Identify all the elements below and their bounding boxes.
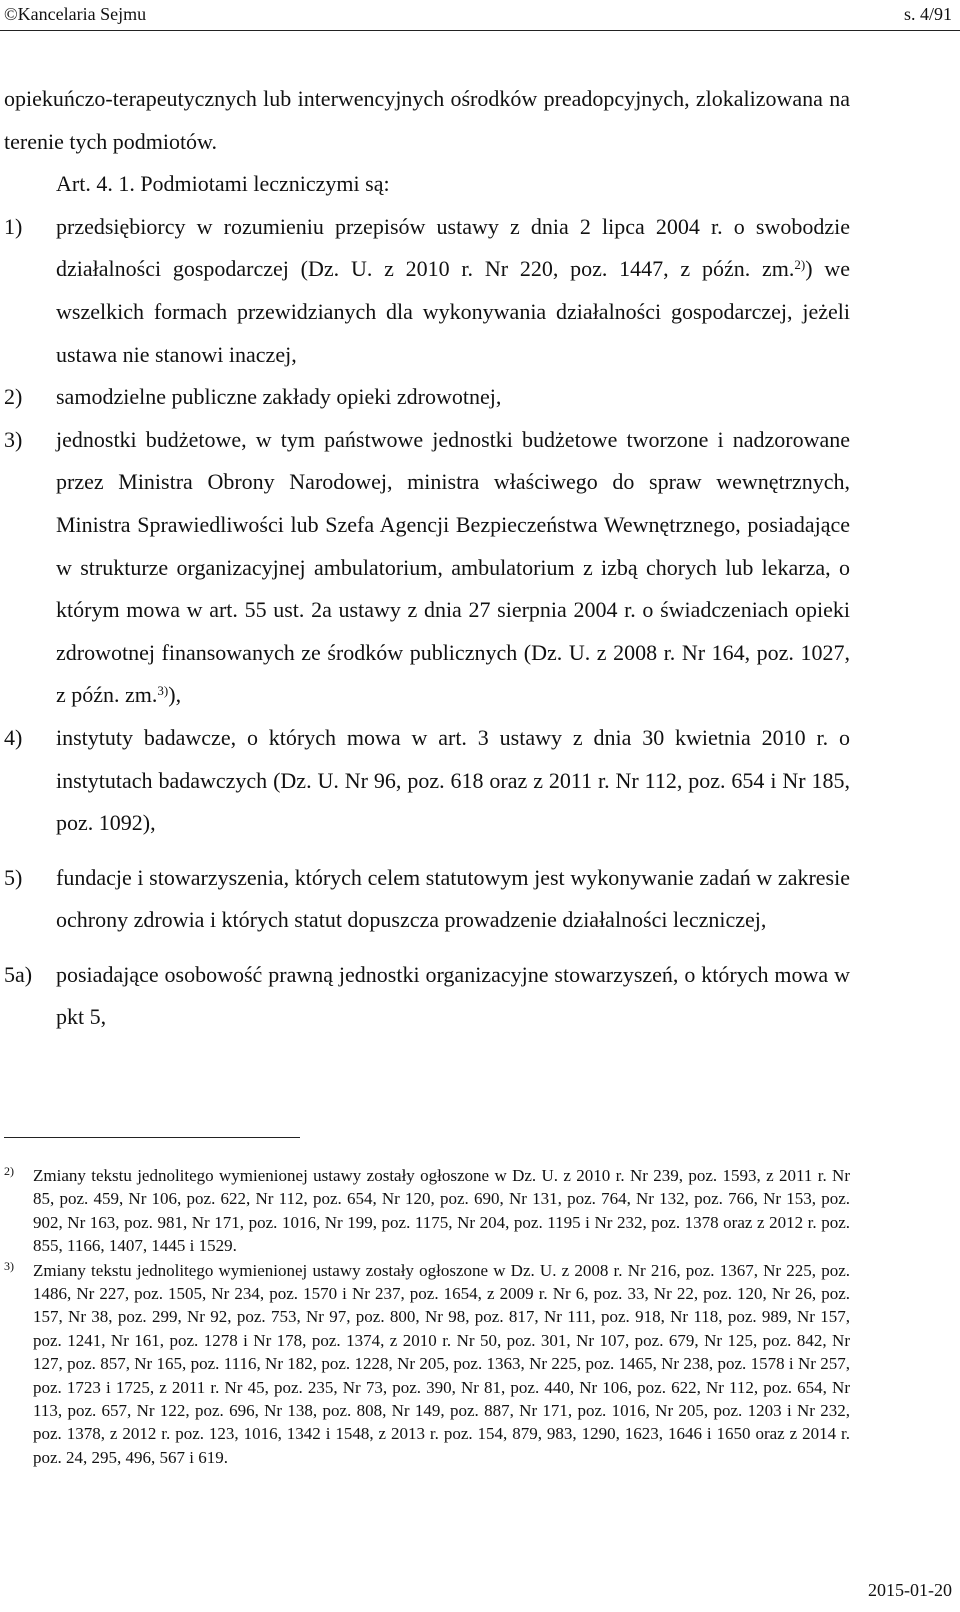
list-item-text: samodzielne publiczne zakłady opieki zdrowotnej,: [56, 384, 502, 410]
list-item-text: przedsiębiorcy w rozumieniu przepisów ustawy z dnia 2 lipca 2004 r. o swobodzie działalności gospodarczej (Dz. U. z 2010 r. Nr 220, poz. 1447, z późn. zm.: [56, 213, 850, 282]
list-item-text: posiadające osobowość prawną jednostki organizacyjne stowarzyszeń, o których mowa w pkt 5,: [56, 961, 850, 1030]
list-item-text: fundacje i stowarzyszenia, których celem statutowym jest wykonywanie zadań w zakresie ochrony zdrowia i których statut dopuszcza prowadzenie działalności leczniczej,: [56, 864, 850, 933]
list-item: [4, 419, 850, 717]
header-divider: [0, 30, 960, 31]
footnote-text: Zmiany tekstu jednolitego wymienionej ustawy zostały ogłoszone w Dz. U. z 2010 r. Nr 239, poz. 1593, z 2011 r. Nr 85, poz. 459, Nr 106, poz. 622, Nr 112, poz. 654, Nr 120, poz. 690, Nr 131, poz. 764, Nr 132, poz. 766, Nr 153, poz. 902, Nr 163, poz. 981, Nr 171, poz. 1016, Nr 199, poz. 1175, Nr 204, poz. 1195 i Nr 232, poz. 1378 oraz z 2012 r. poz. 855, 1166, 1407, 1445 i 1529.: [33, 1166, 850, 1256]
intro-paragraph: opiekuńczo-terapeutycznych lub interwencyjnych ośrodków preadopcyjnych, zlokalizowana na terenie tych podmiotów.: [4, 86, 850, 154]
body-text: [4, 78, 850, 1039]
list-item-number: 1): [4, 213, 23, 239]
article-heading: Art. 4. 1. Podmiotami leczniczymi są:: [56, 171, 390, 197]
list-item: [4, 717, 850, 845]
list-item-number: 4): [4, 724, 23, 750]
footnote-number: 2): [4, 1164, 14, 1178]
footnote: [4, 1259, 850, 1470]
list-item-text-continued: ) we wszelkich formach przewidzianych dla wykonywania działalności gospodarczej, jeżeli ustawa nie stanowi inaczej,: [56, 256, 850, 367]
document-date: 2015-01-20: [868, 1580, 952, 1600]
list-item: [4, 857, 850, 942]
footnote-number: 3): [4, 1258, 14, 1273]
page-header: [0, 0, 960, 30]
footnote: [4, 1164, 850, 1258]
list-item-text-continued: ),: [168, 682, 182, 708]
footnote-reference[interactable]: 3): [157, 683, 169, 699]
list-item-text: jednostki budżetowe, w tym państwowe jednostki budżetowe tworzone i nadzorowane przez Ministra Obrony Narodowej, ministra właściwego do spraw wewnętrznych, Ministra Sprawiedliwości lub Szefa Agencji Bezpieczeństwa Wewnętrznego, posiadające w strukturze organizacyjnej ambulatorium, ambulatorium z izbą chorych lub lekarza, o którym mowa w art. 55 ust. 2a ustawy z dnia 27 sierpnia 2004 r. o świadczeniach opieki zdrowotnej finansowanych ze środków publicznych (Dz. U. z 2008 r. Nr 164, poz. 1027, z późn. zm.: [56, 426, 850, 708]
footnotes: [4, 1164, 850, 1470]
footnote-divider: [4, 1137, 300, 1138]
header-copyright: ©Kancelaria Sejmu: [4, 4, 147, 24]
footnote-reference[interactable]: 2): [794, 257, 806, 273]
header-page-number: s. 4/91: [903, 4, 952, 24]
list-item-text: instytuty badawcze, o których mowa w art. 3 ustawy z dnia 30 kwietnia 2010 r. o instytutach badawczych (Dz. U. Nr 96, poz. 618 oraz z 2011 r. Nr 112, poz. 654 i Nr 185, poz. 1092),: [56, 724, 850, 836]
list-item-number: 2): [4, 384, 23, 410]
list-item-number: 3): [4, 426, 23, 452]
list-item-number: 5a): [4, 961, 33, 987]
list-item: [4, 206, 850, 376]
list-item: [4, 376, 850, 419]
list-item: [4, 954, 850, 1039]
list-item-number: 5): [4, 864, 23, 890]
footnote-text: Zmiany tekstu jednolitego wymienionej ustawy zostały ogłoszone w Dz. U. z 2008 r. Nr 216, poz. 1367, Nr 225, poz. 1486, Nr 227, poz. 1505, Nr 234, poz. 1570 i Nr 237, poz. 1654, z 2009 r. Nr 6, poz. 33, Nr 22, poz. 120, Nr 26, poz. 157, Nr 38, poz. 299, Nr 92, poz. 753, Nr 97, poz. 800, Nr 98, poz. 817, Nr 111, poz. 918, Nr 118, poz. 989, Nr 157, poz. 1241, Nr 161, poz. 1278 i Nr 178, poz. 1374, z 2010 r. Nr 50, poz. 301, Nr 107, poz. 679, Nr 125, poz. 842, Nr 127, poz. 857, Nr 165, poz. 1116, Nr 182, poz. 1228, Nr 205, poz. 1363, Nr 225, poz. 1465, Nr 238, poz. 1578 i Nr 257, poz. 1723 i 1725, z 2011 r. Nr 45, poz. 235, Nr 73, poz. 390, Nr 81, poz. 440, Nr 106, poz. 622, Nr 112, poz. 654, Nr 113, poz. 657, Nr 122, poz. 696, Nr 138, poz. 808, Nr 149, poz. 887, Nr 171, poz. 1016, Nr 205, poz. 1203 i Nr 232, poz. 1378, z 2012 r. poz. 123, 1016, 1342 i 1548, z 2013 r. poz. 154, 879, 983, 1290, 1623, 1646 i 1650 oraz z 2014 r. poz. 24, 295, 496, 567 i 619.: [33, 1260, 850, 1467]
